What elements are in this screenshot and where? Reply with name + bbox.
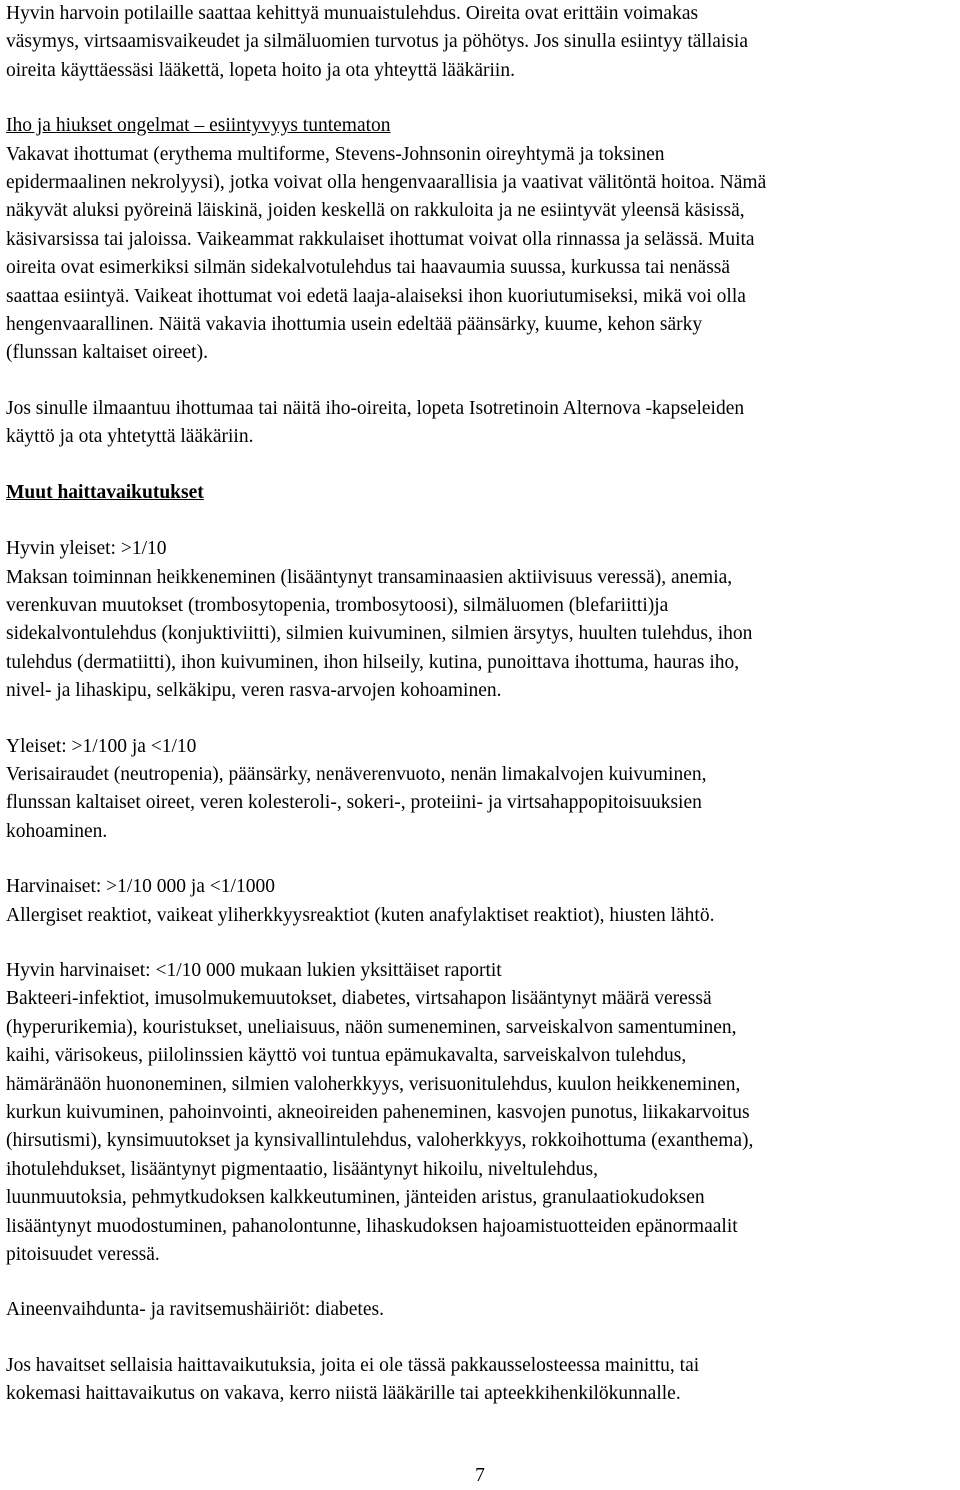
very-rare-section (6, 957, 946, 1269)
text-line: oireita käyttäessäsi lääkettä, lopeta hoito ja ota yhteyttä lääkäriin. (6, 59, 515, 81)
frequency-heading: Yleiset: >1/100 ja <1/10 (6, 735, 197, 757)
text-line: luunmuutoksia, pehmytkudoksen kalkkeutuminen, jänteiden aristus, granulaatiokudoksen (6, 1187, 705, 1209)
text-line: epidermaalinen nekrolyysi), jotka voivat olla hengenvaarallisia ja vaativat välitöntä hoitoa. Nämä (6, 172, 767, 194)
text-line: kurkun kuivuminen, pahoinvointi, akneoireiden paheneminen, kasvojen punotus, liikakarvoitus (6, 1102, 750, 1123)
text-line: Jos havaitset sellaisia haittavaikutuksia, joita ei ole tässä pakkausselosteessa mainittu, tai (6, 1354, 700, 1376)
text-line: kokemasi haittavaikutus on vakava, kerro niistä lääkärille tai apteekkihenkilökunnalle. (6, 1383, 681, 1405)
text-line: (flunssan kaltaiset oireet). (6, 342, 208, 364)
text-line: Vakavat ihottumat (erythema multiforme, Stevens-Johnsonin oireyhtymä ja toksinen (6, 143, 665, 165)
text-line: Verisairaudet (neutropenia), päänsärky, nenäverenvuoto, nenän limakalvojen kuivuminen, (6, 763, 707, 785)
text-line: kaihi, värisokeus, piilolinssien käyttö voi tuntua epämukavalta, sarveiskalvon tulehdus, (6, 1045, 687, 1067)
text-line: Bakteeri-infektiot, imusolmukemuutokset, diabetes, virtsahapon lisääntynyt määrä veressä (6, 988, 712, 1010)
text-line: tulehdus (dermatiitti), ihon kuivuminen, ihon hilseily, kutina, punoittava ihottuma, hauras iho, (6, 651, 740, 673)
frequency-heading: Harvinaiset: >1/10 000 ja <1/1000 (6, 876, 275, 898)
text-line: hengenvaarallinen. Näitä vakavia ihottumia usein edeltää päänsärky, kuume, kehon särky (6, 314, 703, 336)
very-common-section (6, 535, 946, 705)
frequency-heading: Hyvin yleiset: >1/10 (6, 538, 167, 560)
text-line: (hyperurikemia), kouristukset, uneliaisuus, näön sumeneminen, sarveiskalvon samentuminen, (6, 1016, 737, 1038)
text-line: lisääntynyt muodostuminen, pahanolontunne, lihaskudoksen hajoamistuotteiden epänormaalit (6, 1215, 738, 1237)
text-line: ihotulehdukset, lisääntynyt pigmentaatio, lisääntynyt hikoilu, niveltulehdus, (6, 1158, 598, 1180)
metabolism-line: Aineenvaihdunta- ja ravitsemushäiriöt: diabetes. (6, 1299, 384, 1321)
text-line: käsivarsissa tai jaloissa. Vaikeammat rakkulaiset ihottumat voivat olla rinnassa ja selässä. Muita (6, 228, 755, 250)
text-line: verenkuvan muutokset (trombosytopenia, trombosytoosi), silmäluomen (blefariitti)ja (6, 594, 669, 616)
kidney-warning-paragraph (6, 0, 946, 85)
text-line: oireita ovat esimerkiksi silmän sidekalvotulehdus tai haavaumia suussa, kurkussa tai nenässä (6, 257, 731, 279)
text-line: hämäränäön huononeminen, silmien valoherkkyys, verisuonitulehdus, kuulon heikkeneminen, (6, 1073, 741, 1095)
text-line: väsymys, virtsaamisvaikeudet ja silmäluomien turvotus ja pöhötys. Jos sinulla esiintyy tällaisia (6, 31, 748, 53)
skin-section-heading: Iho ja hiukset ongelmat – esiintyvyys tuntematon (6, 115, 391, 137)
text-line: sidekalvontulehdus (konjuktiviitti), silmien kuivuminen, silmien ärsytys, huulten tulehdus, ihon (6, 623, 753, 645)
text-line: nivel- ja lihaskipu, selkäkipu, veren rasva-arvojen kohoaminen. (6, 680, 502, 702)
text-line: Jos sinulle ilmaantuu ihottumaa tai näitä iho-oireita, lopeta Isotretinoin Alternova -kapseleiden (6, 397, 745, 419)
text-line: käyttö ja ota yhtetyttä lääkäriin. (6, 426, 254, 448)
common-section (6, 733, 946, 847)
rare-section (6, 873, 946, 930)
document-page (6, 0, 946, 1409)
text-line: (hirsutismi), kynsimuutokset ja kynsivallintulehdus, valoherkkyys, rokkoihottuma (exanthema), (6, 1130, 754, 1152)
other-side-effects-heading: Muut haittavaikutukset (6, 481, 204, 503)
text-line: flunssan kaltaiset oireet, veren kolesteroli-, sokeri-, proteiini- ja virtsahappopitoisuuksien (6, 792, 702, 814)
text-line: Hyvin harvoin potilaille saattaa kehittyä munuaistulehdus. Oireita ovat erittäin voimakas (6, 3, 699, 24)
text-line: saattaa esiintyä. Vaikeat ihottumat voi edetä laaja-alaiseksi ihon kuoriutumiseksi, mikä voi olla (6, 285, 746, 307)
text-line: näkyvät aluksi pyöreinä läiskinä, joiden keskellä on rakkuloita ja ne esiintyvät yleensä käsissä, (6, 200, 745, 222)
text-line: Allergiset reaktiot, vaikeat yliherkkyysreaktiot (kuten anafylaktiset reaktiot), hiusten lähtö. (6, 904, 715, 926)
frequency-heading: Hyvin harvinaiset: <1/10 000 mukaan lukien yksittäiset raportit (6, 959, 502, 981)
text-line: kohoaminen. (6, 820, 108, 842)
skin-section (6, 112, 946, 368)
reporting-paragraph (6, 1352, 946, 1409)
text-line: Maksan toiminnan heikkeneminen (lisääntynyt transaminaasien aktiivisuus veressä), anemia, (6, 566, 733, 588)
stop-treatment-paragraph (6, 395, 946, 452)
text-line: pitoisuudet veressä. (6, 1244, 160, 1266)
page-number: 7 (475, 1465, 485, 1486)
